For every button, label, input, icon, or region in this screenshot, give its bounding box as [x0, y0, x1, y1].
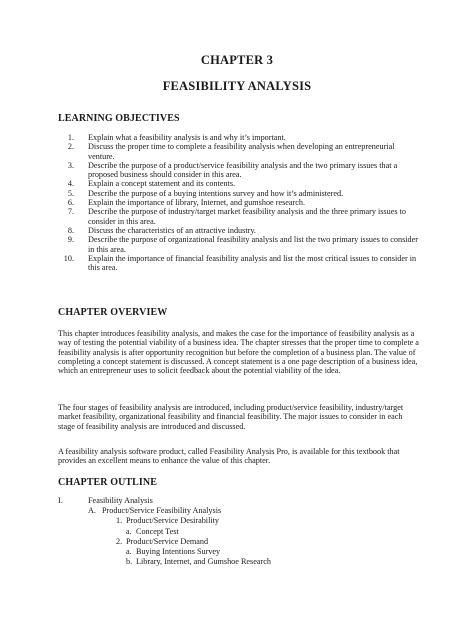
objective-item	[58, 179, 418, 188]
objective-number: 9.	[67, 235, 74, 245]
learning-objectives-list	[58, 133, 418, 272]
objective-number: 3.	[67, 160, 74, 170]
objective-number: 4.	[67, 179, 74, 189]
overview-paragraph-1: This chapter introduces feasibility analysis, and makes the case for the importance of feasibility analysis as a way of testing the potential viability of a business idea. The chapter stresses that the proper time to complete a feasibility analysis is after opportunity recognition but before the completion of a business plan. The value of completing a concept statement is discussed. A concept statement is a one page description of a business idea, which an entrepreneur uses to solicit feedback about the potential viability of the idea.	[58, 329, 419, 376]
objective-text: Discuss the proper time to complete a feasibility analysis when developing an entrepreneurial venture.	[88, 142, 395, 161]
outline-row	[58, 527, 418, 537]
outline-marker: a.	[126, 546, 132, 556]
chapter-title: FEASIBILITY ANALYSIS	[162, 79, 312, 93]
overview-paragraph-2: The four stages of feasibility analysis are introduced, including product/service feasibility, industry/target market feasibility, organizational feasibility and financial feasibility. The major issues to consider in each stage of feasibility analysis are introduced and discussed.	[58, 403, 404, 431]
chapter-number: CHAPTER 3	[200, 53, 274, 67]
chapter-outline-list	[58, 496, 418, 567]
objective-item	[58, 189, 418, 198]
objective-text: Describe the purpose of organizational feasibility analysis and list the two primary issues to consider in this area.	[88, 235, 418, 254]
objective-item	[58, 161, 418, 180]
outline-row	[58, 537, 418, 547]
outline-text: Concept Test	[136, 526, 179, 536]
outline-row	[58, 506, 418, 516]
objective-text: Discuss the characteristics of an attractive industry.	[88, 225, 256, 235]
objective-number: 6.	[67, 198, 74, 208]
objective-text: Describe the purpose of industry/target market feasibility analysis and the three primary issues to consider in this area.	[88, 207, 406, 226]
objective-text: Explain what a feasibility analysis is and why it’s important.	[88, 133, 286, 142]
objective-number: 1.	[67, 133, 74, 142]
outline-text: Product/Service Desirability	[126, 516, 219, 526]
objective-number: 2.	[67, 142, 74, 152]
outline-marker: I.	[58, 496, 63, 505]
objective-text: Explain the importance of financial feasibility analysis and list the most critical issues to consider in this area.	[88, 253, 417, 273]
learning-objectives-heading: LEARNING OBJECTIVES	[58, 113, 180, 124]
objective-item	[58, 198, 418, 207]
objective-item	[58, 142, 418, 161]
objective-number: 10.	[63, 253, 74, 263]
objective-item	[58, 254, 418, 273]
objective-item	[58, 207, 418, 226]
objective-number: 7.	[67, 207, 74, 217]
chapter-overview-heading: CHAPTER OVERVIEW	[58, 307, 168, 318]
outline-row	[58, 496, 418, 506]
outline-marker: a.	[126, 526, 132, 536]
objective-text: Explain a concept statement and its contents.	[88, 179, 236, 189]
outline-marker: 1.	[116, 516, 123, 526]
objective-text: Explain the importance of library, Internet, and gumshoe research.	[88, 198, 306, 208]
outline-marker: 2.	[116, 536, 123, 546]
objective-text: Describe the purpose of a product/service feasibility analysis and the two primary issues that a proposed business should consider in this area.	[88, 160, 398, 180]
outline-marker: b.	[126, 557, 133, 567]
objective-text: Describe the purpose of a buying intentions survey and how it’s administered.	[88, 188, 344, 198]
objective-number: 8.	[67, 225, 74, 235]
objective-item	[58, 235, 418, 254]
outline-row	[58, 516, 418, 526]
outline-text: Library, Internet, and Gumshoe Research	[136, 557, 271, 567]
outline-marker: A.	[88, 506, 96, 516]
objective-item	[58, 226, 418, 235]
chapter-outline-heading: CHAPTER OUTLINE	[58, 477, 158, 488]
outline-text: Buying Intentions Survey	[136, 546, 221, 556]
objective-item	[58, 133, 418, 142]
outline-text: Product/Service Demand	[126, 536, 209, 546]
overview-paragraph-3: A feasibility analysis software product, called Feasibility Analysis Pro, is available for this textbook that provides an excellent means to enhance the value of this chapter.	[58, 447, 400, 466]
outline-text: Feasibility Analysis	[88, 496, 153, 505]
outline-row	[58, 547, 418, 557]
objective-number: 5.	[67, 188, 74, 198]
outline-row	[58, 557, 418, 567]
outline-text: Product/Service Feasibility Analysis	[102, 506, 222, 516]
